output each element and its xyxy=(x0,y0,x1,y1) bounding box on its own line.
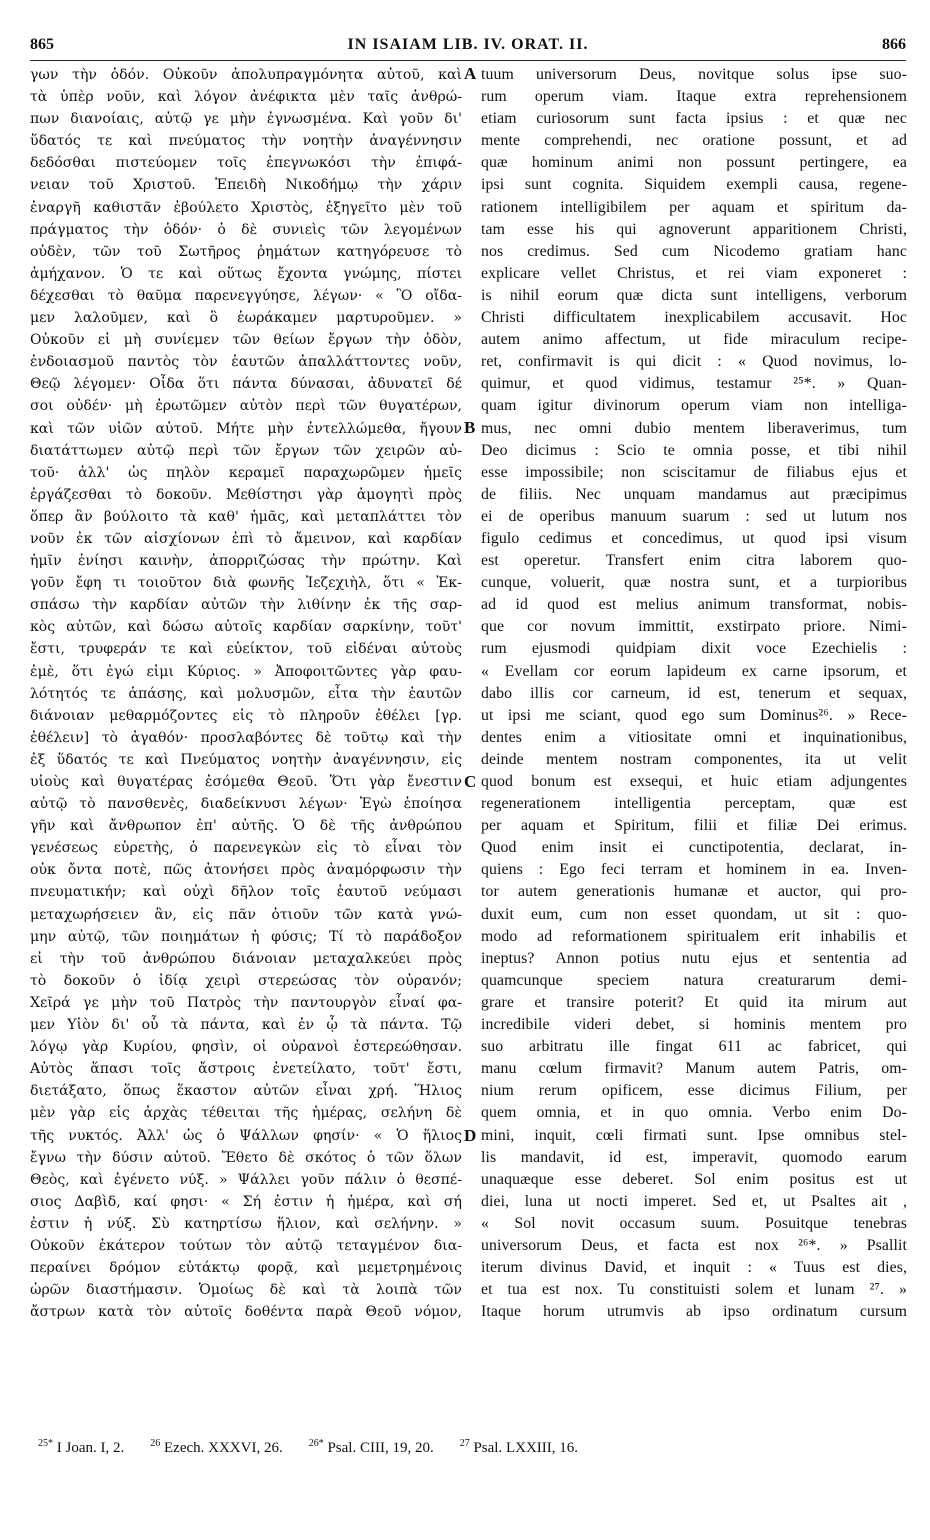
greek-text-line: ἀμήχανον. Ὁ τε καὶ οὕτως ἔχοντα γνώμης, πίστει xyxy=(30,265,462,282)
margin-marker-a: A xyxy=(464,64,477,83)
latin-text-line: grare et transire poterit? Et quid ita mirum aut xyxy=(481,993,907,1011)
latin-text-line: dentes enim a vitiositate omni et inquinationibus, xyxy=(481,728,907,746)
latin-text-line: quæ hominum animi non possunt pertingere, ea xyxy=(481,154,907,172)
greek-text-line: τοῦ· ἀλλ' ὡς πηλὸν κεραμεῖ παραχωρῶμεν ἡμεῖς xyxy=(30,464,462,481)
greek-text-line: ἐθέλειν] τὸ ἀγαθόν· προσλαβόντες δὲ τοῦτῳ καὶ τὴν xyxy=(30,729,462,746)
greek-text-line: εἰ τὴν τοῦ ἀνθρώπου διάνοιαν μεταχαλκεύει πρὸς xyxy=(30,950,462,967)
latin-text-line: ret, confirmavit is qui dicit : « Quod novimus, lo- xyxy=(481,353,907,371)
greek-text-line: μεν λαλοῦμεν, καὶ ὃ ἑωράκαμεν μαρτυροῦμεν. » xyxy=(30,310,462,327)
greek-text-line: ἔστι, τρυφεράν τε καὶ εὐείκτον, τοῦ εἰδέναι αὐτοὺς xyxy=(30,641,462,658)
latin-text-line: ei de operibus manuum suarum : sed ut lutum nos xyxy=(481,507,907,525)
page-number-left: 865 xyxy=(30,36,54,53)
latin-text-line: diei, luna ut nocti imperet. Sed et, ut Psaltes ait , xyxy=(481,1192,907,1210)
greek-text-line: ἐμὲ, ὅτι ἐγώ εἰμι Κύριος. » Ἀποφοιτῶντες γὰρ φαυ- xyxy=(30,663,462,680)
footnote-reference: Psal. CIII, 19, 20. xyxy=(327,1440,434,1456)
footnote-reference: I Joan. I, 2. xyxy=(56,1440,125,1456)
footnote-mark: 27 xyxy=(459,1438,470,1449)
greek-text-line: σπάσω τὴν καρδίαν αὐτῶν τὴν λιθίνην ἐκ τῆς σαρ- xyxy=(30,597,462,614)
latin-text-line: mini, inquit, cœli firmati sunt. Ipse omnibus stel- xyxy=(481,1126,907,1144)
greek-text-line: δέχεσθαι τὸ θαῦμα παρενεγγύησε, λέγων· « Ὃ οἴδα- xyxy=(30,287,462,304)
latin-text-line: suo arbitratu ille fingat 611 ac fabricet, qui xyxy=(481,1038,907,1056)
greek-text-line: Οὐκοῦν εἰ μὴ συνίεμεν τῶν θείων ἔργων τὴν ὁδὸν, xyxy=(30,332,462,349)
latin-text-line: quam igitur divinorum operum viam non intelliga- xyxy=(481,397,907,415)
greek-text-line: νοῦν ἐκ τῶν αἰσχίονων ἐπὶ τὸ ἄμεινον, καὶ καρδίαν xyxy=(30,530,462,547)
footnote xyxy=(309,1440,434,1456)
greek-text-line: ὅπερ ἂν βούλοιτο τὰ καθ' ἡμᾶς, καὶ μεταπλάττει τὸν xyxy=(30,508,462,525)
greek-text-line: υἱοὺς καὶ θυγατέρας ἐσόμεθα Θεοῦ. Ὅτι γὰρ ἔνεστιν xyxy=(30,774,462,790)
greek-text-line: κὸς αὐτῶν, καὶ δώσω αὐτοῖς καρδίαν σαρκίνην, τοῦτ' xyxy=(30,619,462,636)
latin-text-line: manu cœlum firmavit? Manum autem Patris, om- xyxy=(481,1060,907,1078)
greek-text-line: καὶ τῶν υἱῶν αὐτοῦ. Μήτε μὴν ἐντελλώμεθα, ἤγουν xyxy=(30,420,462,437)
greek-text-line: γοῦν ἔφη τι τοιοῦτον διὰ φωνῆς Ἰεζεχιὴλ, ὅτι « Ἐκ- xyxy=(30,575,462,592)
greek-text-line: σοι οὐδέν· μὴ ἐρωτῶμεν αὐτὸν περὶ τῶν θυγατέρων, xyxy=(30,398,462,415)
greek-text-line: γενέσεως εὑρετὴς, ὁ παρενεγκὼν εἰς τὸ εἶναι τὸν xyxy=(30,840,462,857)
greek-text-line: διατάττωμεν αὐτῷ περὶ τῶν ἔργων τῶν χειρῶν αὐ- xyxy=(30,442,462,459)
latin-text-line: incredibile videri debet, si hominis mentem pro xyxy=(481,1016,907,1034)
greek-text-line: μην αὐτῷ, τῶν ποιημάτων ἡ φύσις; Τί τὸ παράδοξον xyxy=(30,928,462,945)
latin-text-line: etiam curiosorum sunt facta ipsius : et quæ nec xyxy=(481,110,907,128)
greek-text-line: ἐστιν ἡ νύξ. Σὺ κατηρτίσω ἥλιον, καὶ σελήνην. » xyxy=(30,1215,462,1232)
greek-text-line: ἡμῖν ἐνίησι καινὴν, ἀπορριζώσας τὴν πρώτην. Καὶ xyxy=(30,553,462,570)
latin-text-line: ut ipsi me sciant, quod ego sum Dominus²⁶. » Rece- xyxy=(481,706,907,724)
page-number-right: 866 xyxy=(882,36,906,53)
greek-text-line: γῆν καὶ ἄνθρωπον ἐπ' αὐτῆς. Ὁ δὲ τῆς ἀνθρώπου xyxy=(30,818,462,835)
latin-text-line: cunque, voluerit, quæ nostra sunt, et a turpioribus xyxy=(481,574,907,592)
margin-marker-b: B xyxy=(464,418,476,437)
greek-text-line: μεταχωρήσειεν ἂν, εἰς πᾶν ὁτιοῦν τῶν κατὰ γνώ- xyxy=(30,906,462,923)
latin-text-line: mente comprehendi, nec oratione possunt, et ad xyxy=(481,132,907,150)
latin-text-line: rationem intelligibilem per aquam et spiritum da- xyxy=(481,198,907,216)
greek-text-line: Χεῖρά γε μὴν τοῦ Πατρὸς τὴν παντουργὸν εἶναί φα- xyxy=(30,994,462,1011)
latin-text-line: lis mandavit, id est, imperavit, quomodo earum xyxy=(481,1148,907,1166)
latin-text-line: dabo illis cor carneum, id est, tenerum et sequax, xyxy=(481,684,907,702)
latin-text-line: unaquæque esse deberet. Sol enim positus est ut xyxy=(481,1170,907,1188)
greek-text-line: τῆς νυκτός. Ἀλλ' ὡς ὁ Ψάλλων φησίν· « Ὁ ἥλιος xyxy=(30,1127,462,1144)
greek-text-line: οὐκ ὄντα ποτὲ, πῶς ἀτονήσει πρὸς ἀναμόρφωσιν τὴν xyxy=(30,862,462,879)
footnote xyxy=(460,1440,578,1456)
greek-text-line: πνευματικήν; καὶ οὐχὶ δῆλον τοῖς ἑαυτοῦ νεύμασι xyxy=(30,884,462,901)
footnote-mark: 26 xyxy=(150,1438,161,1449)
greek-text-line: ἔγνω τὴν δύσιν αὐτοῦ. Ἔθετο δὲ σκότος ὁ τῶν ὅλων xyxy=(30,1149,462,1166)
latin-text-line: autem animo affectum, ut fide miraculum recipe- xyxy=(481,331,907,349)
latin-text-line: quem omnia, et in quo omnia. Verbo enim Do- xyxy=(481,1104,907,1122)
greek-text-line: νειαν τοῦ Χριστοῦ. Ἐπειδὴ Νικοδήμῳ τὴν χάριν xyxy=(30,177,462,194)
footnote-reference: Ezech. XXXVI, 26. xyxy=(164,1440,283,1456)
latin-text-line: quod bonum est exsequi, et huic etiam adjungentes xyxy=(481,773,907,790)
greek-text-line: περαίνει δρόμον εὐτάκτῳ φορᾷ, καὶ μεμετρημένοις xyxy=(30,1260,462,1277)
footnote-reference: Psal. LXXIII, 16. xyxy=(473,1440,579,1456)
greek-text-line: γων τὴν ὁδόν. Οὐκοῦν ἀπολυπραγμόνητα αὐτοῦ, καὶ xyxy=(30,67,462,83)
greek-text-line: ἐνδοιασμοῦ παντὸς τὸν ἑαυτῶν ἀπαλλάττοντες νοῦν, xyxy=(30,354,462,371)
greek-text-line: Οὐκοῦν ἑκάτερον τούτων τὸν αὐτῷ τεταγμένον δια- xyxy=(30,1237,462,1254)
latin-text-line: figulo cedimus et concedimus, ut quod ipsi visum xyxy=(481,529,907,547)
margin-marker-c: C xyxy=(464,772,477,791)
footnote xyxy=(150,1440,282,1456)
footnote xyxy=(38,1440,124,1456)
latin-text-line: quimur, et quod vidimus, testamur ²⁵*. » Quan- xyxy=(481,375,907,393)
greek-column xyxy=(30,64,462,1323)
greek-text-line: ὡρῶν διαστήμασιν. Ὁμοίως δὲ καὶ τὰ λοιπὰ τῶν xyxy=(30,1282,462,1299)
latin-text-line: quiens : Ego feci terram et hominem in ea. Inven- xyxy=(481,861,907,879)
latin-text-line: ad id quod est melius animum transformat, nobis- xyxy=(481,596,907,614)
footnote-mark: 26* xyxy=(308,1438,324,1449)
running-header xyxy=(30,36,906,60)
latin-text-line: nos credimus. Sed cum Nicodemo gratiam hanc xyxy=(481,242,907,260)
greek-text-line: ἄστρων κατὰ τὸν αὐτοῖς δοθέντα παρὰ Θεοῦ νόμον, xyxy=(30,1304,462,1321)
latin-text-line: is nihil eorum quæ dicta sunt intelligens, verborum xyxy=(481,286,907,304)
latin-text-line: « Sol novit occasum suum. Posuitque tenebras xyxy=(481,1214,907,1232)
latin-text-line: iterum divinus David, et inquit : « Tuus est dies, xyxy=(481,1259,907,1277)
header-rule xyxy=(30,60,906,61)
greek-text-line: δεδόσθαι πιστεύομεν τοῖς ἐπεγνωκόσι τὴν ἐπιφά- xyxy=(30,155,462,172)
latin-text-line: deinde mentem nostram componentes, ita ut velit xyxy=(481,750,907,768)
greek-text-line: τὸ δοκοῦν ὁ ἰδίᾳ χειρὶ στερεώσας τὸν οὐρανόν; xyxy=(30,972,462,989)
latin-text-line: tuum universorum Deus, novitque solus ipse suo- xyxy=(481,66,907,83)
latin-text-line: de filiis. Nec unquam mandamus aut præcipimus xyxy=(481,485,907,503)
greek-text-line: πράγματος τὴν ὁδόν· ὁ δὲ συνιεὶς τῶν λεγομένων xyxy=(30,221,462,238)
margin-marker-d: D xyxy=(464,1126,477,1145)
latin-text-line: et tua est nox. Tu constituisti solem et lunam ²⁷. » xyxy=(481,1281,907,1299)
greek-text-line: ἐξ ὕδατός τε καὶ Πνεύματος νοητὴν ἀναγέννησιν, εἰς xyxy=(30,751,462,768)
greek-text-line: λότητός τε ἁπάσης, καὶ μολυσμῶν, εἶτα τὴν ἑαυτῶν xyxy=(30,685,462,702)
latin-text-line: nium rerum opificem, esse dicimus Filium, per xyxy=(481,1082,907,1100)
greek-text-line: Θεὸς, καὶ ἐγένετο νύξ. » Ψάλλει γοῦν πάλιν ὁ θεσπέ- xyxy=(30,1171,462,1188)
latin-text-line: esse impossibile; non sciscitamur de filiabus ejus et xyxy=(481,463,907,481)
greek-text-line: ἐναργῆ καθιστᾶν ἐβούλετο Χριστὸς, ἐξηγεῖτο μὲν τοῦ xyxy=(30,199,462,216)
latin-text-line: mus, nec omni dubio mentem liberaverimus, tum xyxy=(481,419,907,437)
greek-text-line: Αὐτὸς ἅπασι τοῖς ἄστροις ἐνετείλατο, τοῦτ' ἔστι, xyxy=(30,1061,462,1078)
latin-text-line: universorum Deus, et facta est nox ²⁶*. » Psallit xyxy=(481,1236,907,1254)
latin-text-line: tam esse his qui agnoverunt apparitionem Christi, xyxy=(481,220,907,238)
greek-text-line: μὲν γὰρ εἰς ἀρχὰς τέθειται τῆς ἡμέρας, σελήνη δὲ xyxy=(30,1105,462,1122)
greek-text-line: μεν Υἱὸν δι' οὗ τὰ πάντα, καὶ ἐν ᾧ τὰ πάντα. Τῷ xyxy=(30,1017,462,1034)
latin-text-line: tor autem generationis humanæ et auctor, qui pro- xyxy=(481,883,907,901)
greek-text-line: Θεῷ λέγομεν· Οἶδα ὅτι πάντα δύνασαι, ἀδυνατεῖ δέ xyxy=(30,376,462,393)
latin-text-line: duxit eum, cum non esset quondam, ut sit : quo- xyxy=(481,905,907,923)
latin-text-line: quamcunque speciem natura creaturarum demi- xyxy=(481,971,907,989)
footnotes xyxy=(38,1438,898,1462)
latin-text-line: Quod enim insit ei cunctipotentia, declarat, in- xyxy=(481,839,907,857)
latin-text-line: Christi difficultatem inexplicabilem accusavit. Hoc xyxy=(481,309,907,327)
greek-text-line: σιος Δαβὶδ, καί φησι· « Σή ἐστιν ἡ ἡμέρα, καὶ σή xyxy=(30,1193,462,1210)
latin-text-line: ineptus? Annon potius nutu ejus et sententia ad xyxy=(481,949,907,967)
latin-text-line: rum ejusmodi quidpiam dixit voce Ezechielis : xyxy=(481,640,907,658)
greek-text-line: οὐδὲν, τῶν τοῦ Σωτῆρος ῥημάτων κατηγόρευσε τὸ xyxy=(30,243,462,260)
latin-text-line: regenerationem intelligentia perceptam, quæ est xyxy=(481,795,907,813)
latin-text-line: Itaque horum utrumvis ab ipso ordinatum cursum xyxy=(481,1303,907,1321)
greek-text-line: διετάξατο, ὅπως ἕκαστον αὐτῶν εἶναι χρή. Ἥλιος xyxy=(30,1083,462,1100)
latin-text-line: per aquam et Spiritum, filii et filiæ Dei erimus. xyxy=(481,817,907,835)
greek-text-line: αὐτῷ τὸ πανσθενὲς, διαδείκνυσι λέγων· Ἐγὼ ἐποίησα xyxy=(30,796,462,813)
greek-text-line: λόγῳ γὰρ Κυρίου, φησὶν, οἱ οὐρανοὶ ἐστερεώθησαν. xyxy=(30,1039,462,1056)
greek-text-line: τὰ ὑπὲρ νοῦν, καὶ λόγον ἀνέφικτα μὲν ταῖς ἀνθρώ- xyxy=(30,89,462,106)
latin-text-line: explicare vellet Christus, et rei viam exponeret : xyxy=(481,264,907,282)
latin-text-line: rum operum viam. Itaque extra reprehensionem xyxy=(481,88,907,106)
latin-text-line: « Evellam cor eorum lapideum ex carne ipsorum, et xyxy=(481,662,907,680)
latin-text-line: modo ad reformationem spiritualem erit inhabilis et xyxy=(481,927,907,945)
latin-text-line: que cor novum immittit, exstirpato priore. Nimi- xyxy=(481,618,907,636)
latin-text-line: est operetur. Transfert enim citra laborem quo- xyxy=(481,552,907,570)
footnote-mark: 25* xyxy=(38,1438,53,1449)
running-title: IN ISAIAM LIB. IV. ORAT. II. xyxy=(347,36,589,53)
latin-column xyxy=(481,64,907,1323)
greek-text-line: πων διανοίαις, αὐτῷ γε μὴν ἐγνωσμένα. Καὶ γοῦν δι' xyxy=(30,111,462,128)
greek-text-line: διάνοιαν μεθαρμόζοντες εἰς τὸ πληροῦν ἐθέλει [γρ. xyxy=(30,707,462,724)
latin-text-line: ipsi sunt cognita. Siquidem exempli causa, regene- xyxy=(481,176,907,194)
greek-text-line: ἐργάζεσθαι τὸ δοκοῦν. Μεθίστησι γὰρ ἀμογητὶ πρὸς xyxy=(30,486,462,503)
greek-text-line: ὕδατός τε καὶ πνεύματος τὴν νοητὴν ἀναγέννησιν xyxy=(30,133,462,150)
latin-text-line: Deo dicimus : Scio te omnia posse, et tibi nihil xyxy=(481,441,907,459)
